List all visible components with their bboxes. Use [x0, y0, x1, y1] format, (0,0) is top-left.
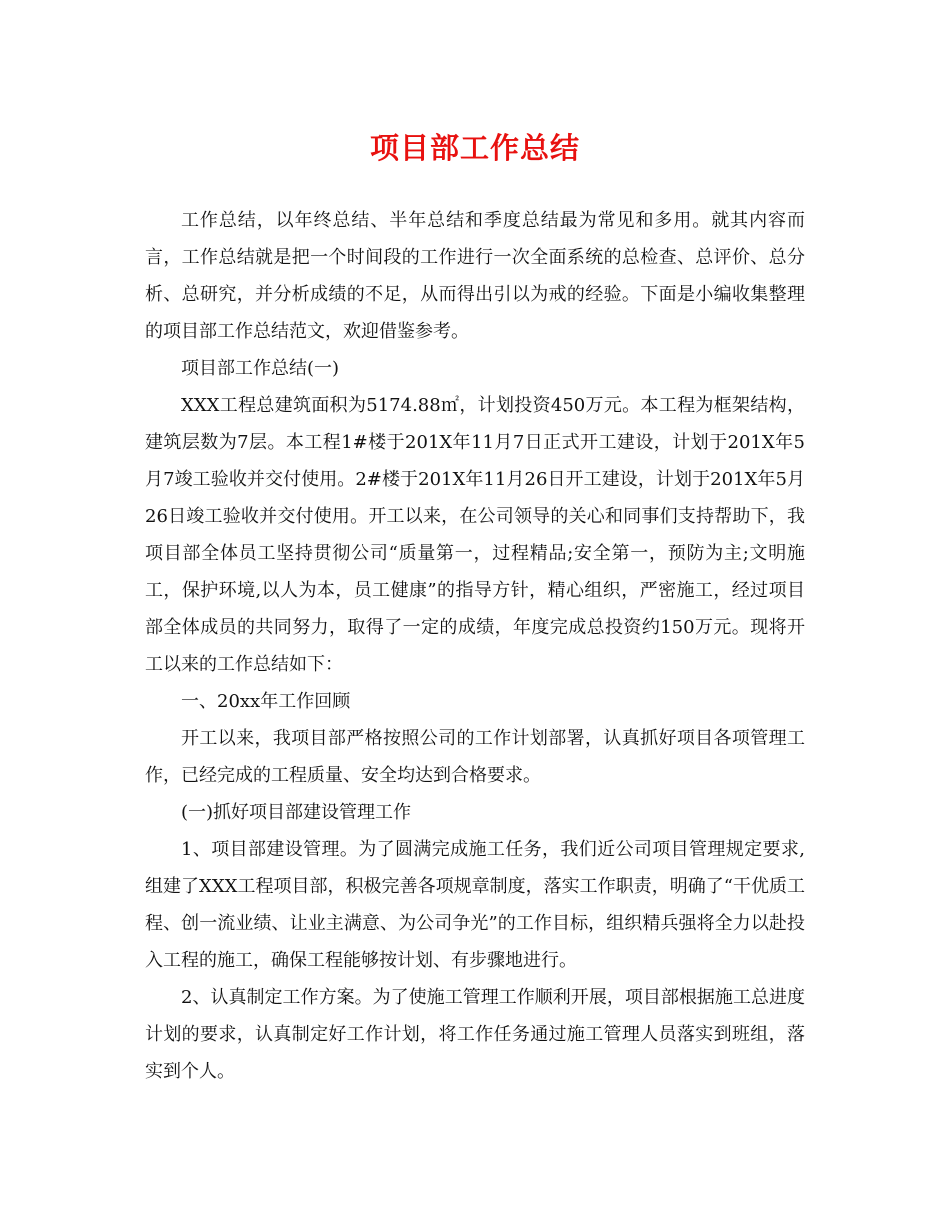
paragraph-item-1: 1、项目部建设管理。为了圆满完成施工任务，我们近公司项目管理规定要求,组建了XXX工程项目部，积极完善各项规章制度，落实工作职责，明确了“干优质工程、创一流业绩、让业主满意、为公司争光”的工作目标，组织精兵强将全力以赴投入工程的施工，确保工程能够按计划、有步骤地进行。 [145, 839, 805, 971]
paragraph-review-summary: 开工以来，我项目部严格按照公司的工作计划部署，认真抓好项目各项管理工作，已经完成的工程质量、安全均达到合格要求。 [145, 728, 805, 786]
document-title: 项目部工作总结 [369, 131, 580, 165]
paragraph-subheading: (一)抓好项目部建设管理工作 [181, 802, 412, 823]
document-body [145, 202, 805, 1090]
paragraph-section-heading: 一、20xx年工作回顾 [181, 691, 351, 712]
paragraph-heading-part-one: 项目部工作总结(一) [181, 358, 340, 379]
paragraph-project-overview: XXX工程总建筑面积为5174.88㎡，计划投资450万元。本工程为框架结构，建筑层数为7层。本工程1#楼于201X年11月7日正式开工建设，计划于201X年5月7竣工验收并交付使用。2#楼于201X年11月26日开工建设，计划于201X年5月26日竣工验收并交付使用。开工以来，在公司领导的关心和同事们支持帮助下，我项目部全体员工坚持贯彻公司“质量第一，过程精品;安全第一，预防为主;文明施工，保护环境,以人为本，员工健康”的指导方针，精心组织，严密施工，经过项目部全体成员的共同努力，取得了一定的成绩，年度完成总投资约150万元。现将开工以来的工作总结如下： [145, 395, 805, 675]
paragraph-item-2: 2、认真制定工作方案。为了使施工管理工作顺利开展，项目部根据施工总进度计划的要求，认真制定好工作计划，将工作任务通过施工管理人员落实到班组，落实到个人。 [145, 987, 805, 1082]
paragraph-intro: 工作总结，以年终总结、半年总结和季度总结最为常见和多用。就其内容而言，工作总结就是把一个时间段的工作进行一次全面系统的总检查、总评价、总分析、总研究，并分析成绩的不足，从而得出引以为戒的经验。下面是小编收集整理的项目部工作总结范文，欢迎借鉴参考。 [145, 210, 805, 342]
